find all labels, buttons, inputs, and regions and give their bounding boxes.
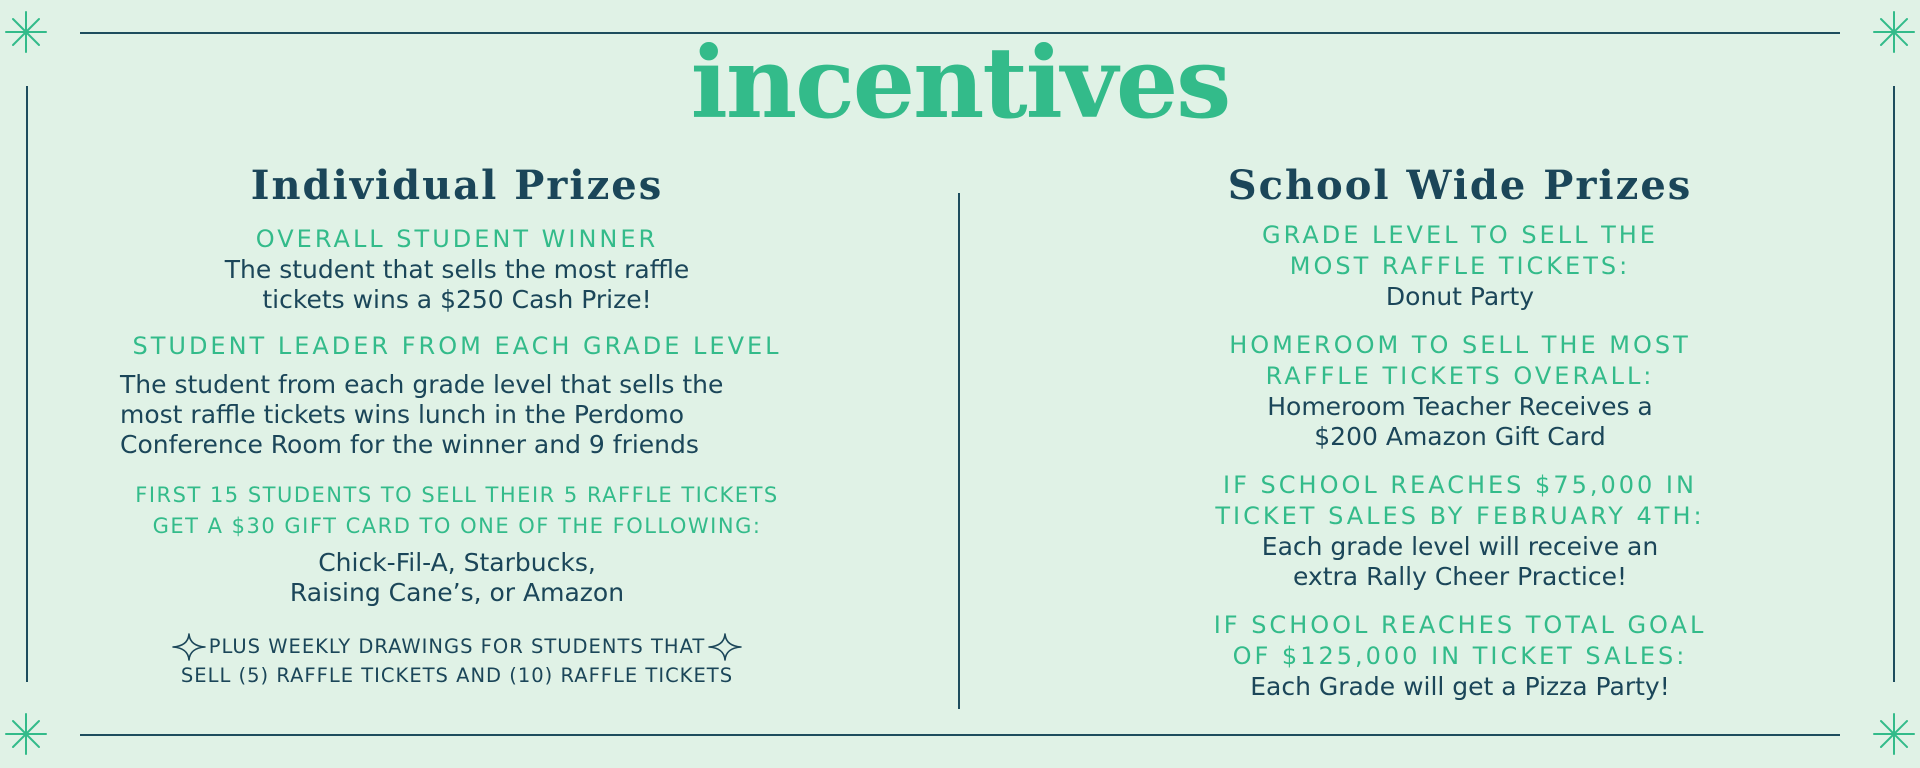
section-label: OVERALL STUDENT WINNER: [255, 225, 659, 253]
section-label: MOST RAFFLE TICKETS:: [1289, 252, 1631, 280]
section-body-line: Conference Room for the winner and 9 friends: [120, 430, 699, 459]
individual-prizes-heading: Individual Prizes: [250, 162, 664, 209]
section-label: STUDENT LEADER FROM EACH GRADE LEVEL: [132, 332, 782, 360]
75k-goal-section: [1150, 470, 1770, 592]
school-wide-prizes-column: [1150, 162, 1770, 702]
section-body-line: Each grade level will receive an: [1261, 532, 1659, 561]
section-label: IF SCHOOL REACHES $75,000 IN: [1223, 471, 1697, 499]
section-label: FIRST 15 STUDENTS TO SELL THEIR 5 RAFFLE TICKETS: [135, 483, 779, 507]
section-body-line: most raffle tickets wins lunch in the Perdomo: [120, 400, 685, 429]
asterisk-star-icon: [4, 712, 48, 756]
section-body-line: Chick-Fil-A, Starbucks,: [318, 548, 596, 577]
individual-prizes-column: [110, 162, 804, 690]
section-body-line: tickets wins a $250 Cash Prize!: [262, 285, 652, 314]
overall-winner-section: [110, 224, 804, 315]
section-label: TICKET SALES BY FEBRUARY 4TH:: [1215, 502, 1705, 530]
section-body-line: Homeroom Teacher Receives a: [1267, 392, 1653, 421]
sparkle-icon: [707, 632, 743, 662]
weekly-drawings-note: [110, 632, 804, 690]
125k-goal-section: [1150, 610, 1770, 702]
center-divider: [958, 193, 960, 709]
section-body-line: The student that sells the most raffle: [224, 255, 690, 284]
section-label: GRADE LEVEL TO SELL THE: [1262, 221, 1658, 249]
left-border-rule: [26, 86, 28, 682]
section-label: RAFFLE TICKETS OVERALL:: [1265, 362, 1655, 390]
note-line: PLUS WEEKLY DRAWINGS FOR STUDENTS THAT: [208, 635, 706, 658]
note-line: SELL (5) RAFFLE TICKETS AND (10) RAFFLE TICKETS: [180, 664, 734, 687]
section-body-line: $200 Amazon Gift Card: [1314, 422, 1606, 451]
homeroom-section: [1150, 330, 1770, 452]
section-body-line: Each Grade will get a Pizza Party!: [1250, 672, 1670, 701]
first-15-section: [110, 480, 804, 608]
section-label: GET A $30 GIFT CARD TO ONE OF THE FOLLOWING:: [152, 514, 762, 538]
page-title: incentives: [690, 26, 1230, 141]
section-label: OF $125,000 IN TICKET SALES:: [1232, 642, 1688, 670]
bottom-border-rule: [80, 734, 1840, 736]
grade-leader-section: [110, 331, 804, 460]
section-label: HOMEROOM TO SELL THE MOST: [1229, 331, 1691, 359]
right-border-rule: [1893, 86, 1895, 682]
section-body-line: The student from each grade level that sells the: [120, 370, 724, 399]
section-body-line: extra Rally Cheer Practice!: [1292, 562, 1628, 591]
asterisk-star-icon: [1872, 712, 1916, 756]
sparkle-icon: [171, 632, 207, 662]
school-wide-prizes-heading: School Wide Prizes: [1227, 162, 1693, 209]
section-body-line: Raising Cane’s, or Amazon: [289, 578, 625, 607]
section-label: IF SCHOOL REACHES TOTAL GOAL: [1213, 611, 1707, 639]
section-body-line: Donut Party: [1385, 282, 1535, 311]
grade-level-section: [1150, 220, 1770, 312]
